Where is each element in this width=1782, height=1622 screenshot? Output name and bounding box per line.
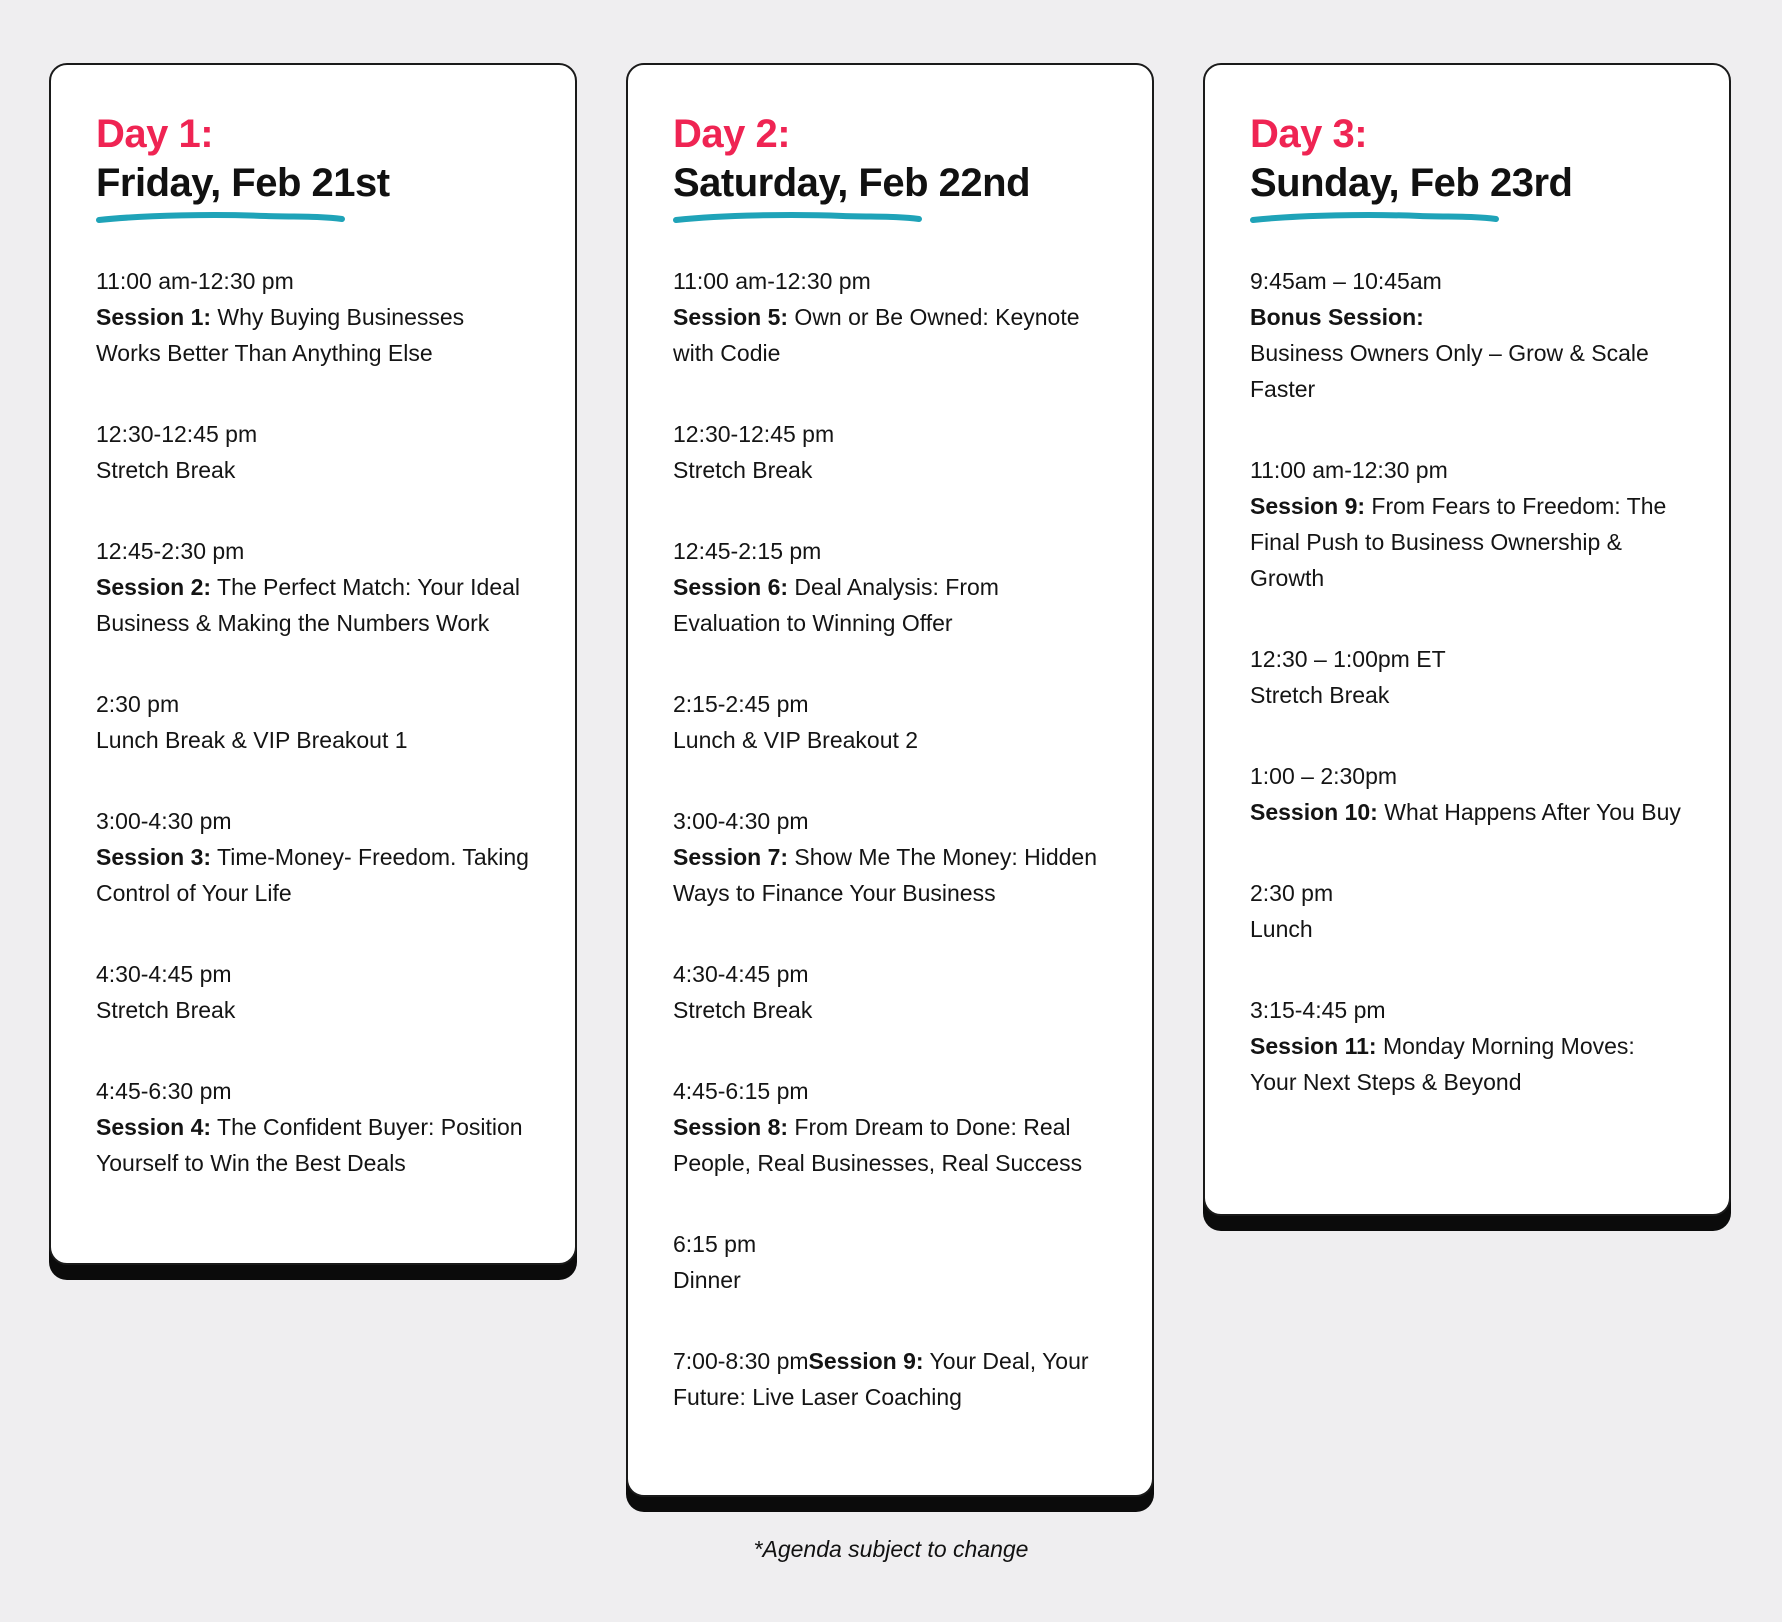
session-list [673, 263, 1110, 1415]
agenda-item-time: 12:45-2:15 pm [673, 538, 822, 564]
agenda-item [1250, 875, 1687, 947]
agenda-item [673, 686, 1110, 758]
agenda-item [673, 1343, 1110, 1415]
agenda-item [1250, 452, 1687, 596]
agenda-item-session-label: Session 4: [96, 1114, 212, 1140]
agenda-item [1250, 263, 1687, 407]
agenda-item-session-label: Session 3: [96, 844, 212, 870]
brush-underline-icon [96, 211, 346, 225]
agenda-item-time: 1:00 – 2:30pm [1250, 763, 1398, 789]
agenda-item-time: 3:15-4:45 pm [1250, 997, 1386, 1023]
agenda-item-title: Business Owners Only – Grow & Scale Faster [1250, 340, 1649, 402]
agenda-item-title: From Dream to Done: Real People, Real Businesses, Real Success [673, 1114, 1083, 1176]
agenda-item-title: Monday Morning Moves: Your Next Steps & Beyond [1250, 1033, 1635, 1095]
agenda-item [96, 263, 533, 371]
agenda-item-session-label: Session 9: [808, 1348, 924, 1374]
agenda-item-title: Lunch & VIP Breakout 2 [673, 727, 919, 753]
agenda-item [673, 416, 1110, 488]
agenda-item-time: 2:30 pm [96, 691, 180, 717]
agenda-item-session-label: Session 11: [1250, 1033, 1377, 1059]
agenda-item-title: Stretch Break [1250, 682, 1390, 708]
agenda-item-time: 12:30-12:45 pm [96, 421, 258, 447]
day-card [1203, 63, 1731, 1216]
agenda-item [673, 263, 1110, 371]
agenda-item [1250, 641, 1687, 713]
agenda-item-session-label: Session 6: [673, 574, 789, 600]
agenda-item-time: 3:00-4:30 pm [673, 808, 809, 834]
day-date: Saturday, Feb 22nd [673, 161, 1031, 205]
agenda-item-time: 12:30 – 1:00pm ET [1250, 646, 1446, 672]
agenda-disclaimer: *Agenda subject to change [753, 1536, 1029, 1562]
agenda-item [673, 1226, 1110, 1298]
agenda-item-time: 12:45-2:30 pm [96, 538, 245, 564]
agenda-item-title: Stretch Break [96, 457, 236, 483]
day-label: Day 1: [96, 112, 214, 156]
agenda-item [673, 956, 1110, 1028]
brush-underline-icon [673, 211, 923, 225]
agenda-item-session-label: Bonus Session: [1250, 304, 1424, 330]
agenda-item [1250, 992, 1687, 1100]
agenda-item [1250, 758, 1687, 830]
agenda-item [96, 416, 533, 488]
agenda-item-title: The Confident Buyer: Position Yourself to Win the Best Deals [96, 1114, 523, 1176]
day-card [626, 63, 1154, 1497]
agenda-item [673, 533, 1110, 641]
agenda-item-title: What Happens After You Buy [1377, 799, 1681, 825]
agenda-item-time: 4:45-6:15 pm [673, 1078, 809, 1104]
agenda-item-time: 4:30-4:45 pm [673, 961, 809, 987]
agenda-item-title: Your Deal, Your Future: Live Laser Coaching [673, 1348, 1089, 1410]
agenda-item-title: Show Me The Money: Hidden Ways to Finance Your Business [673, 844, 1098, 906]
agenda-item-title: Time-Money- Freedom. Taking Control of Your Life [96, 844, 529, 906]
agenda-item-title: Stretch Break [673, 457, 813, 483]
day-label: Day 2: [673, 112, 791, 156]
agenda-item-session-label: Session 2: [96, 574, 212, 600]
agenda-item-title: Dinner [673, 1267, 741, 1293]
agenda-item-title: Lunch [1250, 916, 1313, 942]
agenda-item-title: Why Buying Businesses Works Better Than Anything Else [96, 304, 465, 366]
agenda-item-time: 2:30 pm [1250, 880, 1334, 906]
agenda-item-time: 11:00 am-12:30 pm [1250, 457, 1448, 483]
day-card [49, 63, 577, 1265]
agenda-item [96, 533, 533, 641]
agenda-item-time: 12:30-12:45 pm [673, 421, 835, 447]
agenda-item-time: 2:15-2:45 pm [673, 691, 809, 717]
session-list [1250, 263, 1687, 1100]
agenda-item [673, 1073, 1110, 1181]
agenda-item [673, 803, 1110, 911]
day-label: Day 3: [1250, 112, 1368, 156]
agenda-item-session-label: Session 1: [96, 304, 212, 330]
agenda-item-time: 4:45-6:30 pm [96, 1078, 232, 1104]
agenda-item-title: Own or Be Owned: Keynote with Codie [673, 304, 1080, 366]
agenda-item-time: 11:00 am-12:30 pm [673, 268, 871, 294]
agenda-item [96, 803, 533, 911]
agenda-item-title: From Fears to Freedom: The Final Push to Business Ownership & Growth [1250, 493, 1667, 591]
agenda-item-session-label: Session 10: [1250, 799, 1378, 825]
agenda-item [96, 956, 533, 1028]
agenda-item-session-label: Session 5: [673, 304, 789, 330]
agenda-item [96, 1073, 533, 1181]
session-list [96, 263, 533, 1181]
agenda-item-title: Lunch Break & VIP Breakout 1 [96, 727, 408, 753]
agenda-item-title: Stretch Break [673, 997, 813, 1023]
agenda-item-title: Stretch Break [96, 997, 236, 1023]
day-date: Friday, Feb 21st [96, 161, 390, 205]
agenda-item-title: The Perfect Match: Your Ideal Business & Making the Numbers Work [96, 574, 521, 636]
agenda-item-title: Deal Analysis: From Evaluation to Winning Offer [673, 574, 999, 636]
brush-underline-icon [1250, 211, 1500, 225]
agenda-item-time: 11:00 am-12:30 pm [96, 268, 294, 294]
agenda-item-time: 7:00-8:30 pm [673, 1348, 809, 1374]
agenda-item-session-label: Session 8: [673, 1114, 789, 1140]
agenda-item-time: 4:30-4:45 pm [96, 961, 232, 987]
agenda-item-time: 6:15 pm [673, 1231, 757, 1257]
agenda-item-time: 3:00-4:30 pm [96, 808, 232, 834]
agenda-item [96, 686, 533, 758]
agenda-item-time: 9:45am – 10:45am [1250, 268, 1442, 294]
agenda-item-session-label: Session 9: [1250, 493, 1366, 519]
day-date: Sunday, Feb 23rd [1250, 161, 1573, 205]
agenda-item-session-label: Session 7: [673, 844, 789, 870]
